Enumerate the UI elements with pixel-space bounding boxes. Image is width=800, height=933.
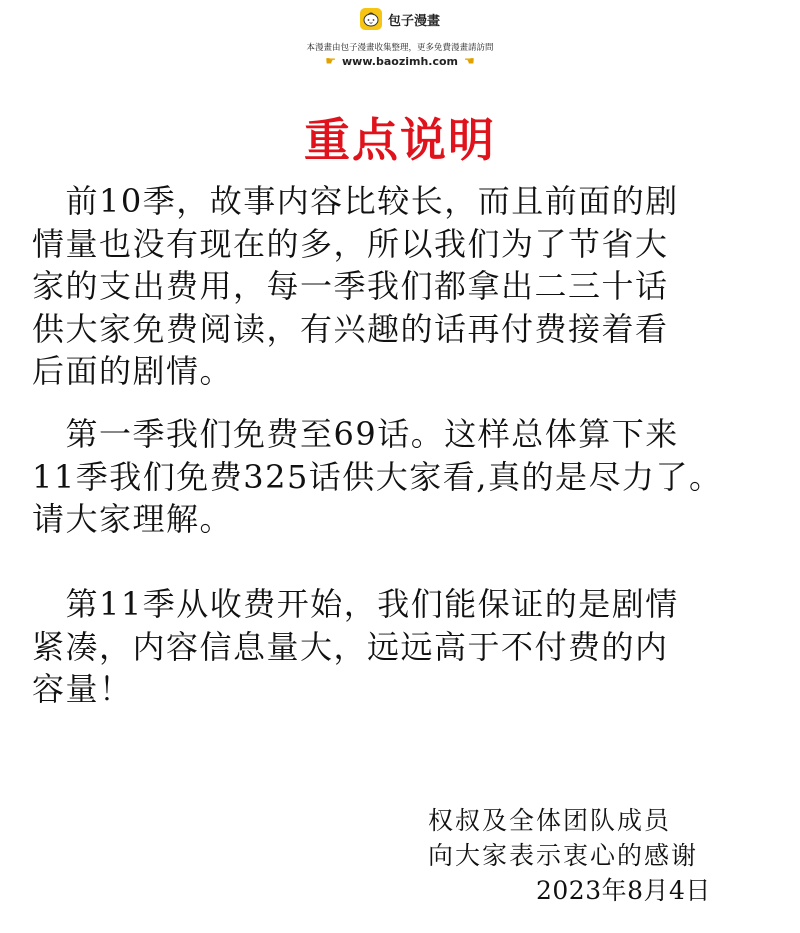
bun-mascot-icon [360,8,382,30]
signature-block [428,803,711,908]
paragraph-1 [32,180,772,393]
signature-line: 向大家表示衷心的感谢 [428,841,699,870]
brand-name: 包子漫畫 [387,13,440,29]
text-line: 11季我们免费325话供大家看,真的是尽力了。 [32,457,723,496]
pointing-hand-icon: ☛ [464,54,475,68]
text-line: 第11季从收费开始，我们能保证的是剧情 [32,585,679,623]
brand-url-link[interactable]: www.baozimh.com [342,54,458,68]
text-line: 容量！ [32,670,133,708]
signature-date: 2023年8月4日 [536,876,711,905]
text-line: 前10季，故事内容比较长，而且前面的剧 [32,182,679,220]
text-line: 紧凑，内容信息量大，远远高于不付费的内 [32,627,669,666]
signature-line: 权叔及全体团队成员 [428,806,672,835]
text-line: 第一季我们免费至69话。这样总体算下来 [32,415,679,453]
paragraph-3 [32,583,772,711]
brand-url-row [0,54,800,68]
paragraph-2 [32,413,772,541]
brand-header [0,8,800,30]
text-line: 供大家免费阅读，有兴趣的话再付费接着看 [32,309,669,348]
text-line: 请大家理解。 [32,500,234,538]
page-title: 重点说明 [304,113,496,167]
text-line: 情量也没有现在的多，所以我们为了节省大 [32,224,669,263]
brand-notice: 本漫畫由包子漫畫收集整理，更多免費漫畫請訪問 [306,43,494,53]
text-line: 后面的剧情。 [32,352,234,390]
text-line: 家的支出费用，每一季我们都拿出二三十话 [32,267,669,305]
pointing-hand-icon: ☛ [325,54,336,68]
